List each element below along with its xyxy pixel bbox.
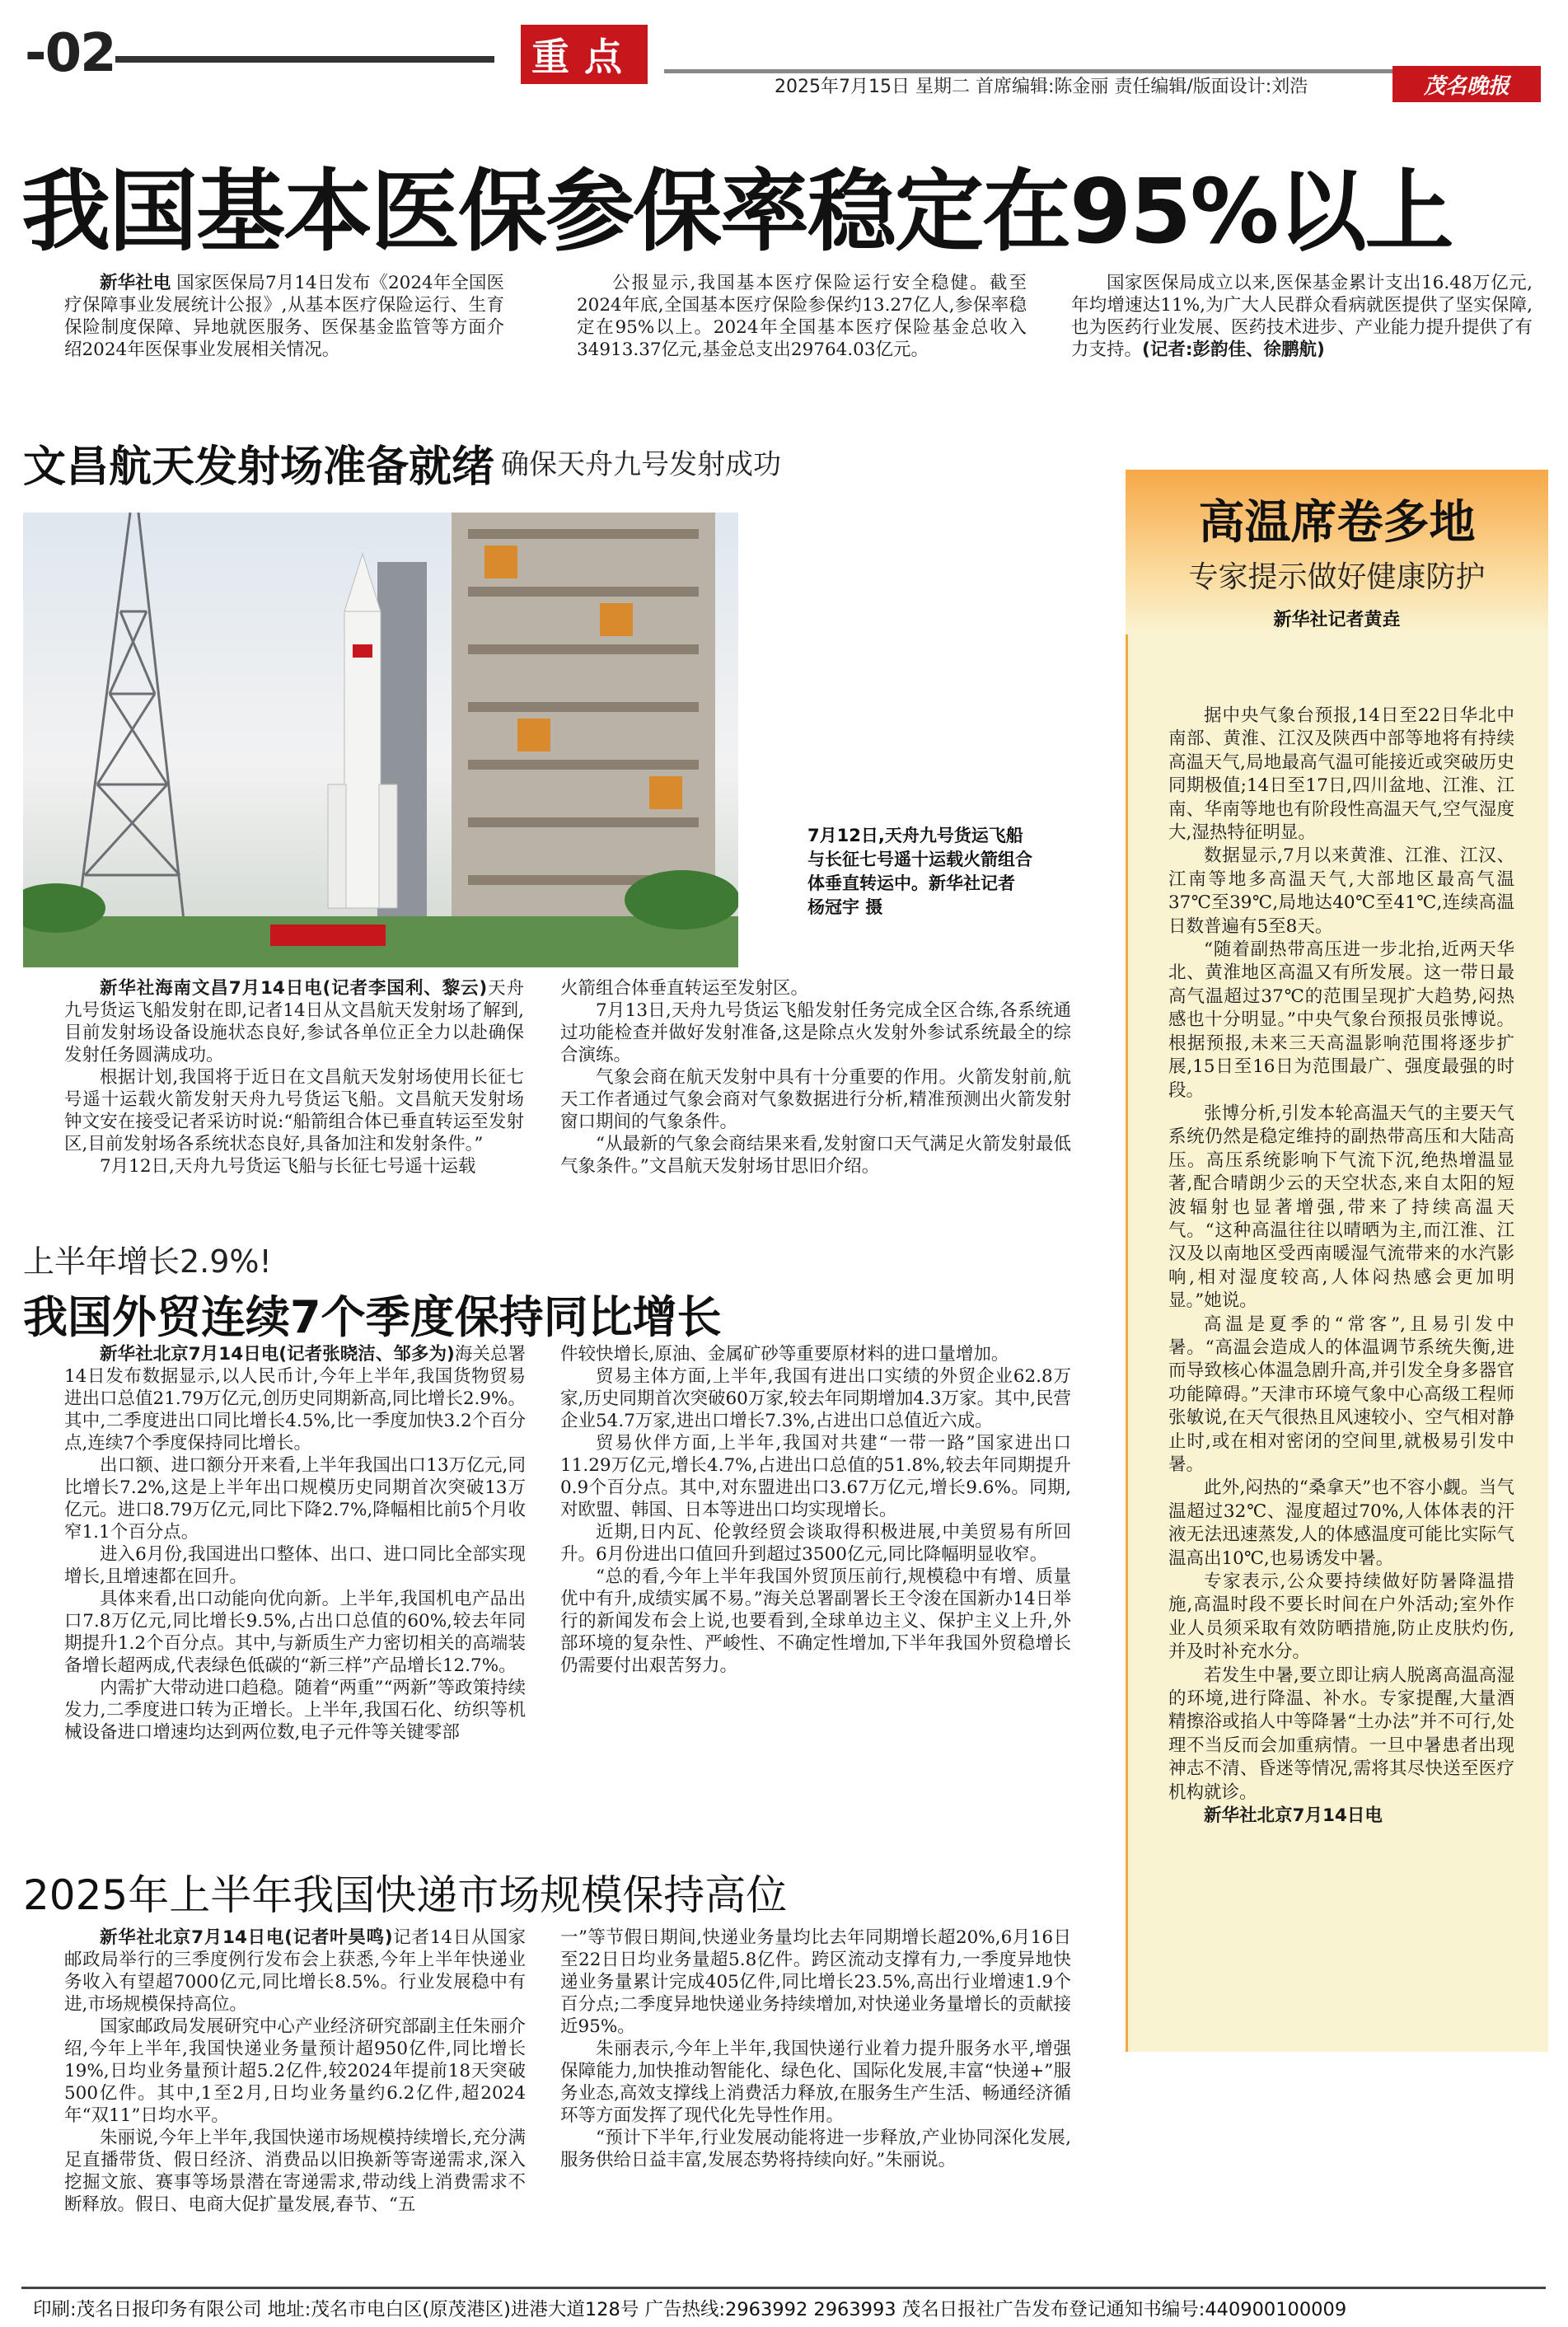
story1-col3-text: 国家医保局成立以来,医保基金累计支出16.48万亿元,年均增速达11%,为广大人民群众看病就医提供了坚实保障,也为医药行业发展、医药技术进步、产业能力提升提供了有力支持。: [1071, 273, 1533, 360]
story3-text: 贸易伙伴方面,上半年,我国对共建“一带一路”国家进出口11.29万亿元,增长4.7%,占进出口总值的51.8%,较去年同期提升0.9个百分点。其中,对东盟进出口3.67万亿元,增长9.6%。同期,对欧盟、韩国、日本等进出口均实现增长。: [560, 1433, 1071, 1520]
story3-text: 近期,日内瓦、伦敦经贸会谈取得积极进展,中美贸易有所回升。6月份进出口值回升到超过3500亿元,同比降幅明显收窄。: [560, 1522, 1071, 1565]
story1-col2: [577, 272, 1027, 361]
sidebar-subtitle: 专家提示做好健康防护: [1188, 560, 1486, 594]
story4-lead: 新华社北京7月14日电(记者叶昊鸣): [100, 1927, 393, 1948]
story3-text: 进入6月份,我国进出口整体、出口、进口同比全部实现增长,且增速都在回升。: [64, 1544, 526, 1587]
story3-text: 海关总署14日发布数据显示,以人民币计,今年上半年,我国货物贸易进出口总值21.79万亿元,创历史同期新高,同比增长2.9%。其中,二季度进出口同比增长4.5%,比一季度加快3.2个百分点,连续7个季度保持同比增长。: [64, 1344, 526, 1454]
story3-lead: 新华社北京7月14日电(记者张晓洁、邹多为): [100, 1344, 455, 1365]
story2-text: 火箭组合体垂直转运至发射区。: [560, 978, 809, 999]
story4-text: 一”等节假日期间,快递业务量均比去年同期增长超20%,6月16日至22日日均业务量超5.8亿件。跨区流动支撑有力,一季度异地快递业务量累计完成405亿件,同比增长23.5%,高出行业增速1.9个百分点;二季度异地快递业务持续增加,对快递业务量增长的贡献接近95%。: [560, 1927, 1071, 2037]
story2-text: 7月12日,天舟九号货运飞船与长征七号遥十运载: [100, 1156, 476, 1177]
story2-col1: [64, 977, 524, 1178]
main-headline: 我国基本医保参保率稳定在95%以上: [21, 161, 1453, 264]
footer-info: 印刷:茂名日报印务有限公司 地址:茂名市电白区(原茂港区)进港大道128号 广告热线:2963992 2963993 茂名日报社广告发布登记通知书编号:440900100009: [33, 2299, 1347, 2320]
story3-text: 件较快增长,原油、金属矿砂等重要原材料的进口量增加。: [560, 1344, 1009, 1365]
rocket-photo: [23, 513, 738, 967]
story3-text: 具体来看,出口动能向优向新。上半年,我国机电产品出口7.8万亿元,同比增长9.5%,占出口总值的60%,较去年同期提升1.2个百分点。其中,与新质生产力密切相关的高端装备增长超两成,代表绿色低碳的“新三样”产品增长12.7%。: [64, 1589, 526, 1676]
story2-text: 天舟九号货运飞船发射在即,记者14日从文昌航天发射场了解到,目前发射场设备设施状态良好,参试各单位正全力以赴确保发射任务圆满成功。: [64, 978, 524, 1065]
story2-text: 7月13日,天舟九号货运飞船发射任务完成全区合练,各系统通过功能检查并做好发射准备,这是除点火发射外参试系统最全的综合演练。: [560, 1000, 1071, 1065]
section-label: 重点: [521, 25, 648, 84]
story4-text: “预计下半年,行业发展动能将进一步释放,产业协同深化发展,服务供给日益丰富,发展态势将持续向好。”朱丽说。: [560, 2128, 1071, 2170]
header-rule: [115, 56, 494, 63]
story4-text: 国家邮政局发展研究中心产业经济研究部副主任朱丽介绍,今年上半年,我国快递业务量预计超950亿件,同比增长19%,日均业务量预计超5.2亿件,较2024年提前18天突破500亿件。其中,1至2月,日均业务量约6.2亿件,超2024年“双11”日均水平。: [64, 2016, 526, 2126]
rocket-launch-image: [23, 513, 738, 967]
page-number: -02: [25, 23, 115, 84]
story3-text: 内需扩大带动进口趋稳。随着“两重”“两新”等政策持续发力,二季度进口转为正增长。上半年,我国石化、纺织等机械设备进口增速均达到两位数,电子元件等关键零部: [64, 1678, 526, 1743]
story3-headline: 我国外贸连续7个季度保持同比增长: [23, 1291, 722, 1343]
story2-text: “从最新的气象会商结果来看,发射窗口天气满足火箭发射最低气象条件。”文昌航天发射场甘思旧介绍。: [560, 1134, 1071, 1177]
photo-caption: 7月12日,天舟九号货运飞船与长征七号遥十运载火箭组合体垂直转运中。新华社记者 杨冠宇 摄: [807, 826, 1032, 917]
story2-text: 根据计划,我国将于近日在文昌航天发射场使用长征七号遥十运载火箭发射天舟九号货运飞船。文昌航天发射场钟文安在接受记者采访时说:“船箭组合体已垂直转运至发射区,目前发射场各系统状态良好,具备加注和发射条件。”: [64, 1067, 524, 1154]
sidebar-byline: 新华社记者黄垚: [1273, 610, 1401, 630]
footer-rule: [21, 2287, 1546, 2289]
sidebar-paragraph: “随着副热带高压进一步北抬,近两天华北、黄淮地区高温又有所发展。这一带日最高气温超过37℃的范围呈现扩大趋势,闷热感也十分明显。”中央气象台预报员张博说。根据预报,未来三天高温影响范围将逐步扩展,15日至16日为范围最广、强度最强的时段。: [1168, 939, 1514, 1101]
story3-kicker: 上半年增长2.9%!: [23, 1243, 272, 1280]
newspaper-logo: 茂名晚报: [1392, 66, 1541, 102]
story1-col1: [64, 272, 504, 361]
sidebar-body: [1168, 705, 1514, 1828]
sidebar-paragraph: 据中央气象台预报,14日至22日华北中南部、黄淮、江汉及陕西中部等地将有持续高温天气,局地最高气温可能接近或突破历史同期极值;14日至17日,四川盆地、江淮、江南、华南等地也有阶段性高温天气,空气湿度大,湿热特征明显。: [1168, 705, 1514, 844]
sidebar-paragraph: 此外,闷热的“桑拿天”也不容小觑。当气温超过32℃、湿度超过70%,人体体表的汗液无法迅速蒸发,人的体感温度可能比实际气温高出10℃,也易诱发中暑。: [1168, 1477, 1514, 1569]
sidebar-paragraph: 专家表示,公众要持续做好防暑降温措施,高温时段不要长时间在户外活动;室外作业人员须采取有效防晒措施,防止皮肤灼伤,并及时补充水分。: [1168, 1571, 1514, 1663]
story2-lead: 新华社海南文昌7月14日电(记者李国利、黎云): [100, 978, 488, 999]
story1-col1-text: 国家医保局7月14日发布《2024年全国医疗保障事业发展统计公报》,从基本医疗保险运行、生育保险制度保障、异地就医服务、医保基金监管等方面介绍2024年医保事业发展相关情况。: [64, 273, 504, 360]
story2-headline: 文昌航天发射场准备就绪: [23, 442, 495, 492]
sidebar-title: 高温席卷多地: [1198, 496, 1476, 550]
story3-text: “总的看,今年上半年我国外贸顶压前行,规模稳中有增、质量优中有升,成绩实属不易。”海关总署副署长王令浚在国新办14日举行的新闻发布会上说,也要看到,全球单边主义、保护主义上升,外部环境的复杂性、严峻性、不确定性增加,下半年我国外贸稳增长仍需要付出艰苦努力。: [560, 1566, 1071, 1676]
sidebar-paragraph: 若发生中暑,要立即让病人脱离高温高湿的环境,进行降温、补水。专家提醒,大量酒精擦浴或掐人中等降暑“土办法”并不可行,处理不当反而会加重病情。一旦中暑患者出现神志不清、昏迷等情况,需将其尽快送至医疗机构就诊。: [1168, 1664, 1514, 1803]
story4-text: 朱丽表示,今年上半年,我国快递行业着力提升服务水平,增强保障能力,加快推动智能化、绿色化、国际化发展,丰富“快递+”服务业态,高效支撑线上消费活力释放,在服务生产生活、畅通经济循环等方面发挥了现代化先导性作用。: [560, 2039, 1071, 2126]
story4-col2: [560, 1927, 1071, 2171]
story2-text: 气象会商在航天发射中具有十分重要的作用。火箭发射前,航天工作者通过气象会商对气象数据进行分析,精准预测出火箭发射窗口期间的气象条件。: [560, 1067, 1071, 1132]
story3-text: 出口额、进口额分开来看,上半年我国出口13万亿元,同比增长7.2%,这是上半年出口规模历史同期首次突破13万亿元。进口8.79万亿元,同比下降2.7%,降幅相比前5个月收窄1.1个百分点。: [64, 1455, 526, 1543]
story1-byline: (记者:彭韵佳、徐鹏航): [1142, 339, 1325, 360]
story2-subhead: 确保天舟九号发射成功: [501, 448, 781, 481]
story4-col1: [64, 1927, 526, 2216]
dateline: 2025年7月15日 星期二 首席编辑:陈金丽 责任编辑/版面设计:刘浩: [775, 77, 1308, 97]
sidebar-paragraph: 高温是夏季的“常客”,且易引发中暑。“高温会造成人的体温调节系统失衡,进而导致核心体温急剧升高,并引发全身多器官功能障碍。”天津市环境气象中心高级工程师张敏说,在天气很热且风速较小、空气相对静止时,或在相对密闭的空间里,就极易引发中暑。: [1168, 1313, 1514, 1475]
story4-text: 朱丽说,今年上半年,我国快递市场规模持续增长,充分满足直播带货、假日经济、消费品以旧换新等寄递需求,深入挖掘文旅、赛事等场景潜在寄递需求,带动线上消费需求不断释放。假日、电商大促扩量发展,春节、“五: [64, 2128, 526, 2215]
story3-col2: [560, 1343, 1071, 1677]
sidebar-paragraph: 数据显示,7月以来黄淮、江淮、江汉、江南等地多高温天气,大部地区最高气温37℃至39℃,局地达40℃至41℃,连续高温日数普遍有5至8天。: [1168, 845, 1514, 937]
story3-col1: [64, 1343, 526, 1744]
story4-headline: 2025年上半年我国快递市场规模保持高位: [23, 1871, 788, 1919]
sidebar-dateline: 新华社北京7月14日电: [1204, 1805, 1383, 1827]
story1-col2-text: 公报显示,我国基本医疗保险运行安全稳健。截至2024年底,全国基本医疗保险参保约13.27亿人,参保率稳定在95%以上。2024年全国基本医疗保险基金总收入34913.37亿元,基金总支出29764.03亿元。: [577, 273, 1027, 360]
story4-text: 记者14日从国家邮政局举行的三季度例行发布会上获悉,今年上半年快递业务收入有望超7000亿元,同比增长8.5%。行业发展稳中有进,市场规模保持高位。: [64, 1927, 526, 2015]
sidebar-paragraph: 张博分析,引发本轮高温天气的主要天气系统仍然是稳定维持的副热带高压和大陆高压。高压系统影响下气流下沉,绝热增温显著,配合晴朗少云的天空状态,来自太阳的短波辐射也显著增强,带来了持续高温天气。“这种高温往往以晴晒为主,而江淮、江汉及以南地区受西南暖湿气流带来的水汽影响,相对湿度较高,人体闷热感会更加明显。”她说。: [1168, 1103, 1514, 1312]
story1-col3: [1071, 272, 1533, 361]
story1-lead: 新华社电: [100, 273, 171, 293]
story2-col2: [560, 977, 1071, 1178]
story3-text: 贸易主体方面,上半年,我国有进出口实绩的外贸企业62.8万家,历史同期首次突破60万家,较去年同期增加4.3万家。其中,民营企业54.7万家,进出口增长7.3%,占进出口总值近六成。: [560, 1366, 1071, 1431]
